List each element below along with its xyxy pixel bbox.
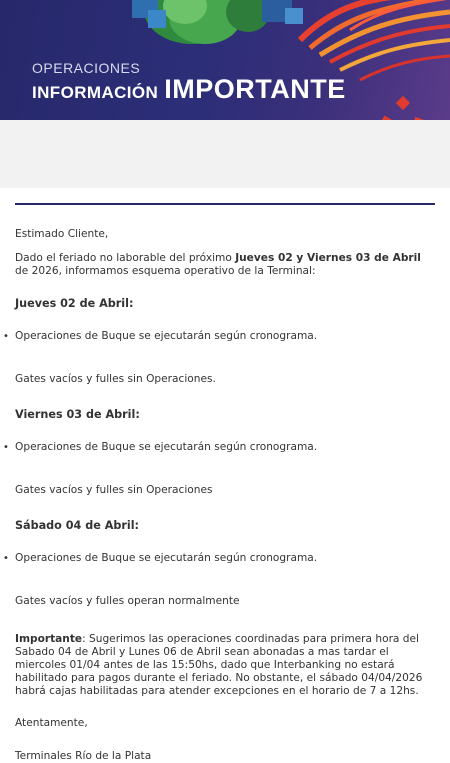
greeting: Estimado Cliente, <box>15 228 109 240</box>
list-item: Gates vacíos y fulles sin Operaciones <box>15 484 213 496</box>
intro-text-start: Dado el feriado no laborable del próximo <box>15 252 236 264</box>
banner-eyebrow: OPERACIONES <box>32 60 141 76</box>
list-item: • Operaciones de Buque se ejecutarán según cronograma. <box>15 441 435 454</box>
email-body <box>0 205 450 763</box>
banner-title <box>32 74 346 105</box>
important-text: : Sugerimos las operaciones coordinadas para primera hora del Sabado 04 de Abril y Lunes 06 de Abril sean abonadas a mas tardar el miercoles 01/04 antes de las 15:50hs, dado que Interbanking no estará habilitado para pagos durante el feriado. No obstante, el sábado 04/04/2026 habrá cajas habilitadas para atender excepciones en el horario de 7 a 12hs. <box>15 633 423 697</box>
intro-text-end: de 2026, informamos esquema operativo de la Terminal: <box>15 265 316 277</box>
list-item: Gates vacíos y fulles sin Operaciones. <box>15 373 216 385</box>
day-heading-sabado: Sábado 04 de Abril: <box>15 519 140 532</box>
list-item: • Operaciones de Buque se ejecutarán según cronograma. <box>15 552 435 565</box>
important-notice <box>15 633 435 698</box>
banner-title-part-1: INFORMACIÓN <box>32 83 159 102</box>
day-heading-viernes: Viernes 03 de Abril: <box>15 408 140 421</box>
list-item: • Operaciones de Buque se ejecutarán según cronograma. <box>15 330 435 343</box>
list-item: Gates vacíos y fulles operan normalmente <box>15 595 240 607</box>
day-heading-jueves: Jueves 02 de Abril: <box>15 297 134 310</box>
signature: Terminales Río de la Plata <box>15 750 152 762</box>
intro-dates: Jueves 02 y Viernes 03 de Abril <box>235 252 421 264</box>
intro-paragraph <box>15 252 435 278</box>
banner-title-part-2: IMPORTANTE <box>164 74 346 104</box>
closing: Atentamente, <box>15 717 88 729</box>
header-banner <box>0 0 450 120</box>
important-label: Importante <box>15 633 83 645</box>
banner-spacer <box>0 120 450 188</box>
